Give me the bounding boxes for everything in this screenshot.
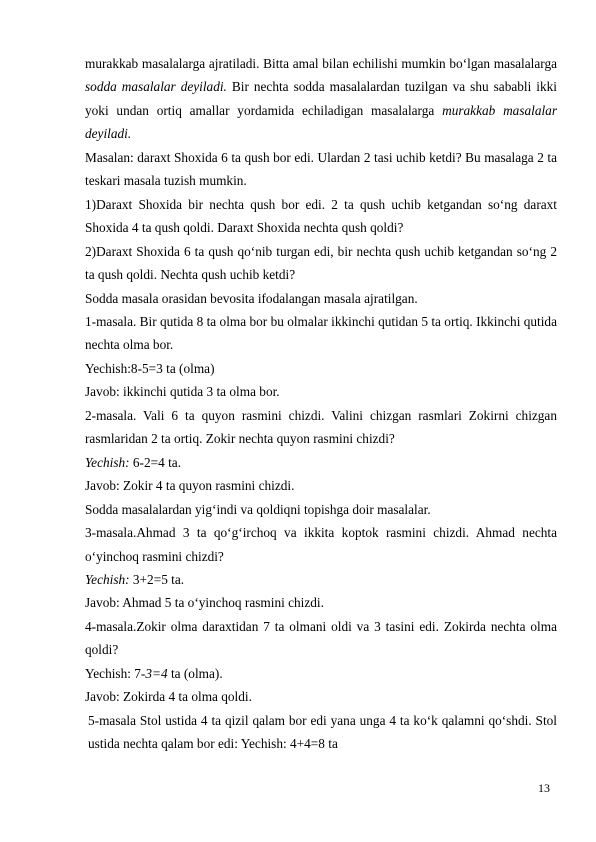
document-body — [85, 52, 557, 756]
paragraph-inverse-problem-1: 1)Daraxt Shoxida bir nechta qush bor edi. 2 ta qush uchib ketgandan so‘ng daraxt Shoxida 4 ta qush qoldi. Daraxt Shoxida nechta qush qoldi? — [85, 196, 557, 236]
section-heading: Sodda masalalardan yig‘indi va qoldiqni topishga doir masalalar. — [85, 501, 431, 517]
term-complex-problems: murakkab masalalar deyiladi. — [85, 102, 557, 142]
paragraph-note: Sodda masala orasidan bevosita ifodalangan masala ajratilgan. — [85, 290, 418, 306]
solution-label: Yechish: — [85, 571, 130, 587]
problem-2-solution — [85, 451, 557, 474]
text-run: murakkab masalalarga ajratiladi. Bitta amal bilan echilishi mumkin bo‘lgan masalalarga — [85, 56, 557, 71]
problem-3-solution — [85, 568, 557, 591]
paragraph-inverse-problem-2: 2)Daraxt Shoxida 6 ta qush qo‘nib turgan edi, bir nechta qush uchib ketgandan so‘ng 2 ta qush qoldi. Nechta qush uchib ketdi? — [85, 243, 557, 283]
text-run: Yechish: 7- — [85, 665, 146, 681]
problem-4-answer: Javob: Zokirda 4 ta olma qoldi. — [85, 689, 252, 705]
problem-1-answer: Javob: ikkinchi qutida 3 ta olma bor. — [85, 384, 280, 400]
paragraph-example-intro: Masalan: daraxt Shoxida 6 ta qush bor edi. Ulardan 2 tasi uchib ketdi? Bu masalaga 2 ta teskari masala tuzish mumkin. — [85, 149, 557, 189]
problem-2: 2-masala. Vali 6 ta quyon rasmini chizdi. Valini chizgan rasmlari Zokirni chizgan rasmlaridan 2 ta ortiq. Zokir nechta quyon rasmini chizdi? — [85, 407, 557, 447]
problem-2-answer: Javob: Zokir 4 ta quyon rasmini chizdi. — [85, 478, 295, 494]
page-number: 13 — [538, 781, 550, 795]
solution-text: 3+2=5 ta. — [129, 571, 185, 587]
solution-text: 6-2=4 ta. — [129, 454, 182, 470]
problem-4: 4-masala.Zokir olma daraxtidan 7 ta olmani oldi va 3 tasini edi. Zokirda nechta olma qoldi? — [85, 618, 557, 658]
text-run: Bir nechta sodda masalalardan tuzilgan va shu sababli ikki yoki undan ortiq amallar yordamida echiladigan masalalarga — [85, 79, 557, 118]
term-simple-problems: sodda masalalar deyiladi. — [85, 79, 227, 95]
problem-5: 5-masala Stol ustida 4 ta qizil qalam bor edi yana unga 4 ta ko‘k qalamni qo‘shdi. Stol ustida nechta qalam bor edi: Yechish: 4+4=8 ta — [88, 712, 557, 752]
problem-1: 1-masala. Bir qutida 8 ta olma bor bu olmalar ikkinchi qutidan 5 ta ortiq. Ikkinchi qutida nechta olma bor. — [85, 313, 557, 353]
problem-3-answer: Javob: Ahmad 5 ta o‘yinchoq rasmini chizdi. — [85, 595, 324, 611]
problem-4-solution — [85, 662, 557, 685]
italic-expression: 3=4 — [145, 665, 168, 681]
problem-3: 3-masala.Ahmad 3 ta qo‘g‘irchoq va ikkita koptok rasmini chizdi. Ahmad nechta o‘yinchoq rasmini chizdi? — [85, 525, 557, 564]
paragraph-definitions — [85, 52, 557, 146]
text-run: ta (olma). — [167, 665, 223, 681]
problem-1-solution: Yechish:8-5=3 ta (olma) — [85, 360, 215, 376]
solution-label: Yechish: — [85, 454, 130, 470]
